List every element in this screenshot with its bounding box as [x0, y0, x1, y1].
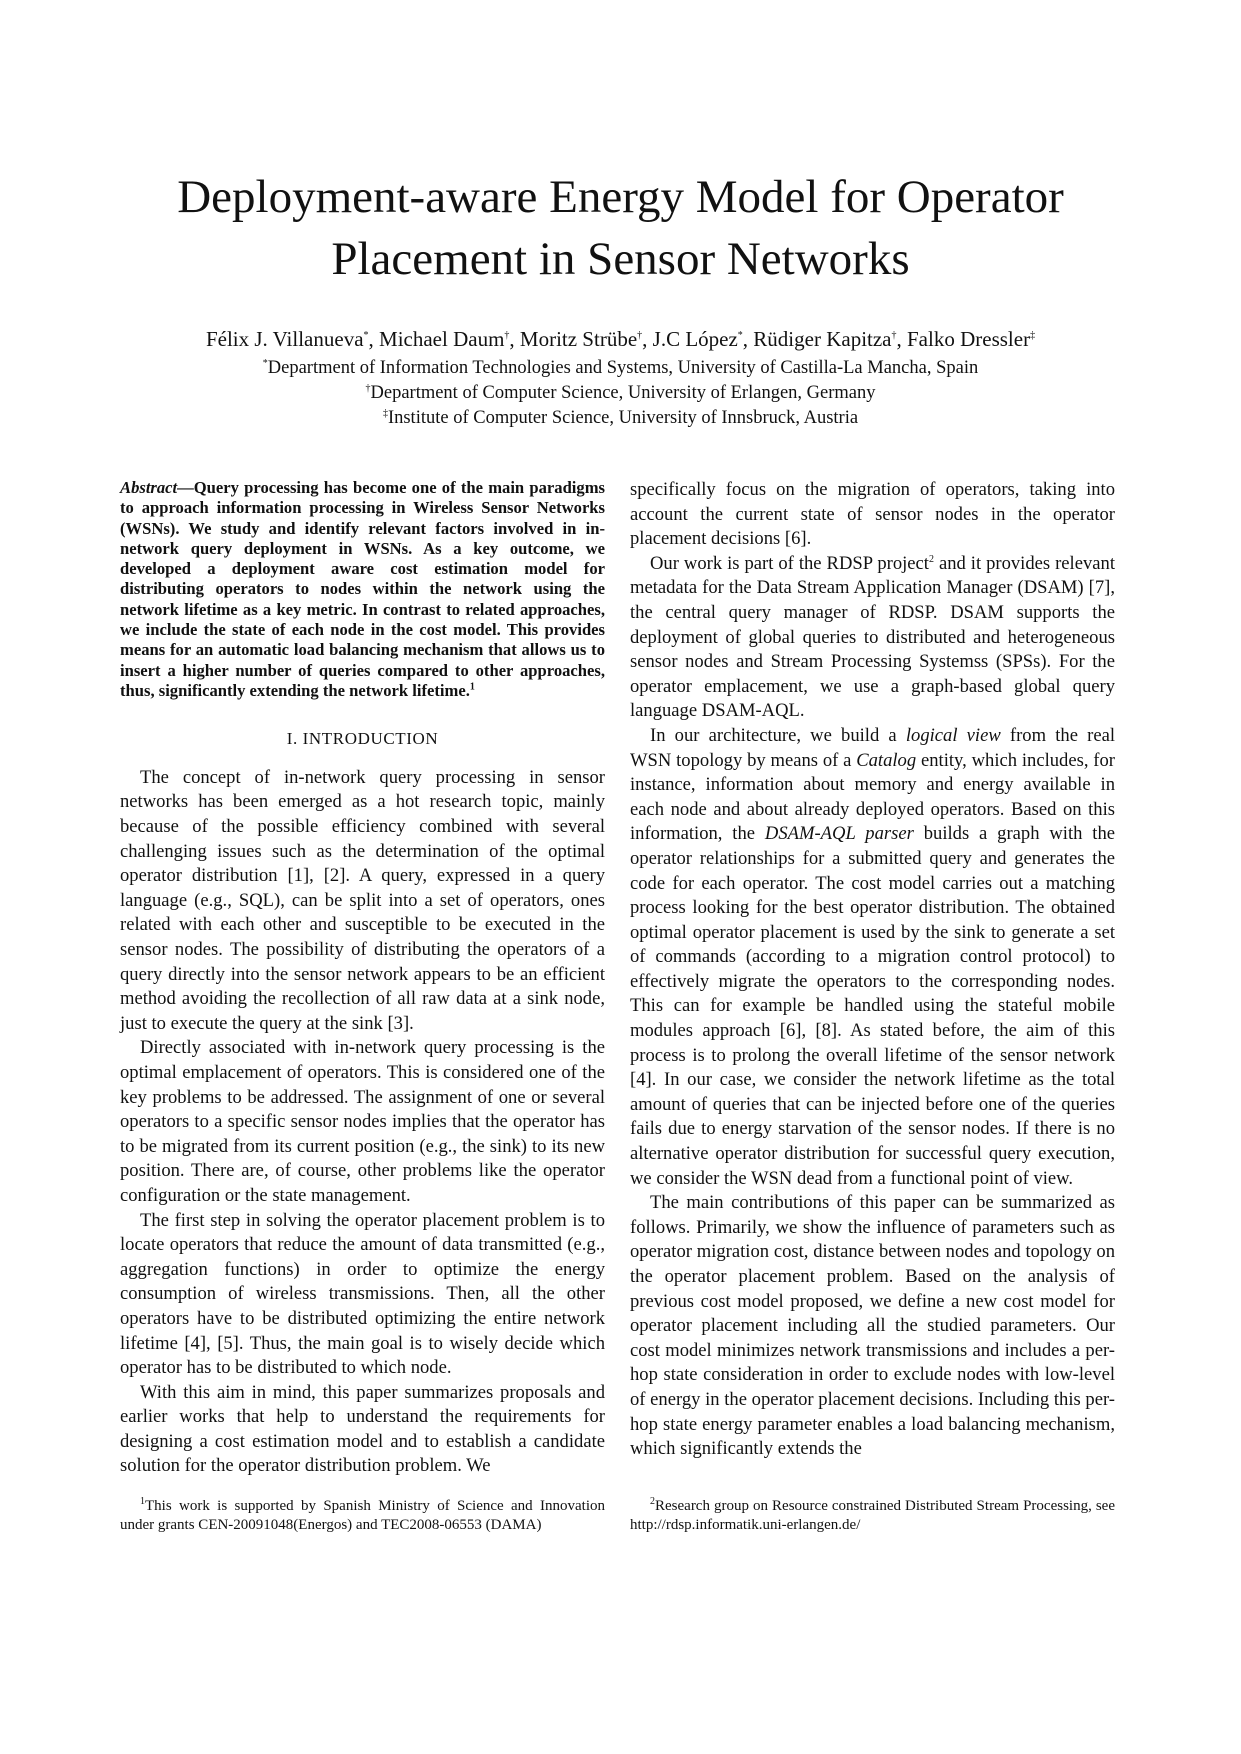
footnote-ref: 2: [928, 553, 934, 565]
affiliation-mark: ‡: [382, 407, 388, 419]
right-column: [630, 478, 1115, 1462]
body-paragraph: [630, 552, 1115, 724]
paragraph-text: from the real WSN topology by means of a: [630, 724, 1115, 771]
paragraph-text: Our work is part of the RDSP project: [650, 552, 929, 574]
title-line-2: Placement in Sensor Networks: [331, 233, 910, 285]
author-mark: †: [891, 330, 897, 341]
paragraph-text: and it provides relevant metadata for the Data Stream Application Manager (DSAM) [7], the central query manager of RDSP. DSAM supports the deployment of global queries to distributed and heterogeneous sensor nodes and Stream Processing Systemss (SPSs). For the operator emplacement, we use a graph-based global query language DSAM-AQL.: [630, 552, 1115, 722]
paragraph-text: In our architecture, we build a: [650, 724, 906, 746]
paragraph-text: builds a graph with the operator relationships for a submitted query and generates the code for each operator. The cost model carries out a matching process looking for the best operator distribution. The obtained optimal operator placement is used by the sink to generate a set of commands (according to a migration control protocol) to effectively migrate the operators to the corresponding nodes. This can for example be handled using the stateful mobile modules approach [6], [8]. As stated before, the aim of this process is to prolong the overall lifetime of the sensor network [4]. In our case, we consider the network lifetime as the total amount of queries that can be injected before one of the queries fails due to energy starvation of the sensor nodes. If there is no alternative operator distribution for successful query execution, we consider the WSN dead from a functional point of view.: [630, 823, 1116, 1189]
author-name: Michael Daum: [379, 327, 505, 351]
author-mark: *: [363, 330, 369, 341]
left-column: [120, 478, 605, 1479]
affiliation-mark: †: [365, 382, 371, 394]
footnote-mark: 2: [650, 1496, 655, 1507]
affiliation: [80, 406, 1161, 430]
affiliation-mark: *: [262, 357, 268, 369]
intro-paragraph: The concept of in-network query processing in sensor networks has been emerged as a hot research topic, mainly because of the possible efficiency combined with several challenging issues such as the determination of the optimal operator distribution [1], [2]. A query, expressed in a query language (e.g., SQL), can be split into a set of operators, ones related with each other and susceptible to be executed in the sensor nodes. The possibility of distributing the operators of a query directly into the sensor network appears to be an efficient method avoiding the recollection of all raw data at a sink node, just to execute the query at the sink [3].: [120, 766, 605, 1034]
author-mark: ‡: [1030, 330, 1036, 341]
body-paragraph: specifically focus on the migration of operators, taking into account the current state of sensor nodes in the operator placement decisions [6].: [630, 479, 1115, 550]
emphasis-term: DSAM-AQL parser: [764, 823, 914, 845]
author-list: Félix J. Villanueva*, Michael Daum†, Moritz Strübe†, J.C López*, Rüdiger Kapitza†, Falko Dressler‡: [205, 327, 1036, 351]
emphasis-term: Catalog: [856, 749, 917, 771]
footnote-mark: 1: [140, 1496, 145, 1507]
author-mark: †: [637, 330, 643, 341]
abstract-text: Query processing has become one of the main paradigms to approach information processing in Wireless Sensor Networks (WSNs). We study and identify relevant factors involved in in-network query deployment in WSNs. As a key outcome, we developed a deployment aware cost estimation model for distributing operators to nodes within the network using the network lifetime as a key metric. In contrast to related approaches, we include the state of each node in the cost model. This provides means for an automatic load balancing mechanism that allows us to insert a higher number of queries compared to other approaches, thus, significantly extending the network lifetime.: [120, 478, 605, 700]
body-paragraph: The main contributions of this paper can be summarized as follows. Primarily, we show the influence of parameters such as operator migration cost, distance between nodes and topology on the operator placement problem. Based on the analysis of previous cost model proposed, we define a new cost model for operator placement including all the studied parameters. Our cost model minimizes network transmissions and includes a per-hop state consideration in order to exclude nodes with low-level of energy in the operator placement decisions. Including this per-hop state energy parameter enables a load balancing mechanism, which significantly extends the: [630, 1192, 1115, 1460]
intro-paragraph: The first step in solving the operator placement problem is to locate operators that reduce the amount of data transmitted (e.g., aggregation functions) in order to optimize the energy consumption of wireless transmissions. Then, all the other operators have to be distributed optimizing the entire network lifetime [4], [5]. Thus, the main goal is to wisely decide which operator has to be distributed to which node.: [120, 1209, 605, 1379]
footnote-1: [120, 1497, 605, 1535]
author-name: Falko Dressler: [907, 327, 1031, 351]
author-mark: *: [737, 330, 743, 341]
affiliation-text: Department of Information Technologies and Systems, University of Castilla-La Mancha, Spain: [267, 358, 979, 378]
paragraph-text: entity, which includes, for instance, information about memory and energy available in each node and about already deployed operators. Based on this information, the: [630, 749, 1115, 845]
intro-paragraph: With this aim in mind, this paper summarizes proposals and earlier works that help to understand the requirements for designing a cost estimation model and to establish a candidate solution for the operator distribution problem. We: [120, 1381, 605, 1477]
footnote-ref: 1: [469, 681, 475, 693]
footnote-2: [630, 1497, 1115, 1535]
author-name: J.C López: [652, 327, 738, 351]
author-name: Rüdiger Kapitza: [753, 327, 892, 351]
abstract-label: Abstract: [120, 478, 178, 497]
affiliation-text: Department of Computer Science, University of Erlangen, Germany: [370, 383, 876, 403]
abstract: [120, 478, 605, 701]
paper-title: [120, 166, 1121, 290]
title-line-1: Deployment-aware Energy Model for Operator: [177, 171, 1064, 223]
abstract-dash: —: [177, 478, 194, 497]
footnote-text: Research group on Resource constrained Distributed Stream Processing, see http://rdsp.informatik.uni-erlangen.de/: [630, 1498, 1115, 1533]
author-name: Moritz Strübe: [519, 327, 638, 351]
author-name: Félix J. Villanueva: [205, 327, 364, 351]
section-heading: I. INTRODUCTION: [286, 729, 439, 749]
affiliation-text: Institute of Computer Science, University of Innsbruck, Austria: [387, 408, 859, 428]
author-mark: †: [504, 330, 510, 341]
intro-paragraph: Directly associated with in-network query processing is the optimal emplacement of operators. This is considered one of the key problems to be addressed. The assignment of one or several operators to a specific sensor nodes implies that the operator has to be migrated from its current position (e.g., the sink) to its new position. There are, of course, other problems like the operator configuration or the state management.: [120, 1037, 605, 1206]
footnote-text: This work is supported by Spanish Ministry of Science and Innovation under grants CEN-20091048(Energos) and TEC2008-06553 (DAMA): [120, 1498, 605, 1533]
affiliation: [80, 356, 1161, 380]
affiliation: [80, 381, 1161, 405]
emphasis-term: logical view: [905, 724, 1001, 746]
body-paragraph: [630, 724, 1115, 1191]
